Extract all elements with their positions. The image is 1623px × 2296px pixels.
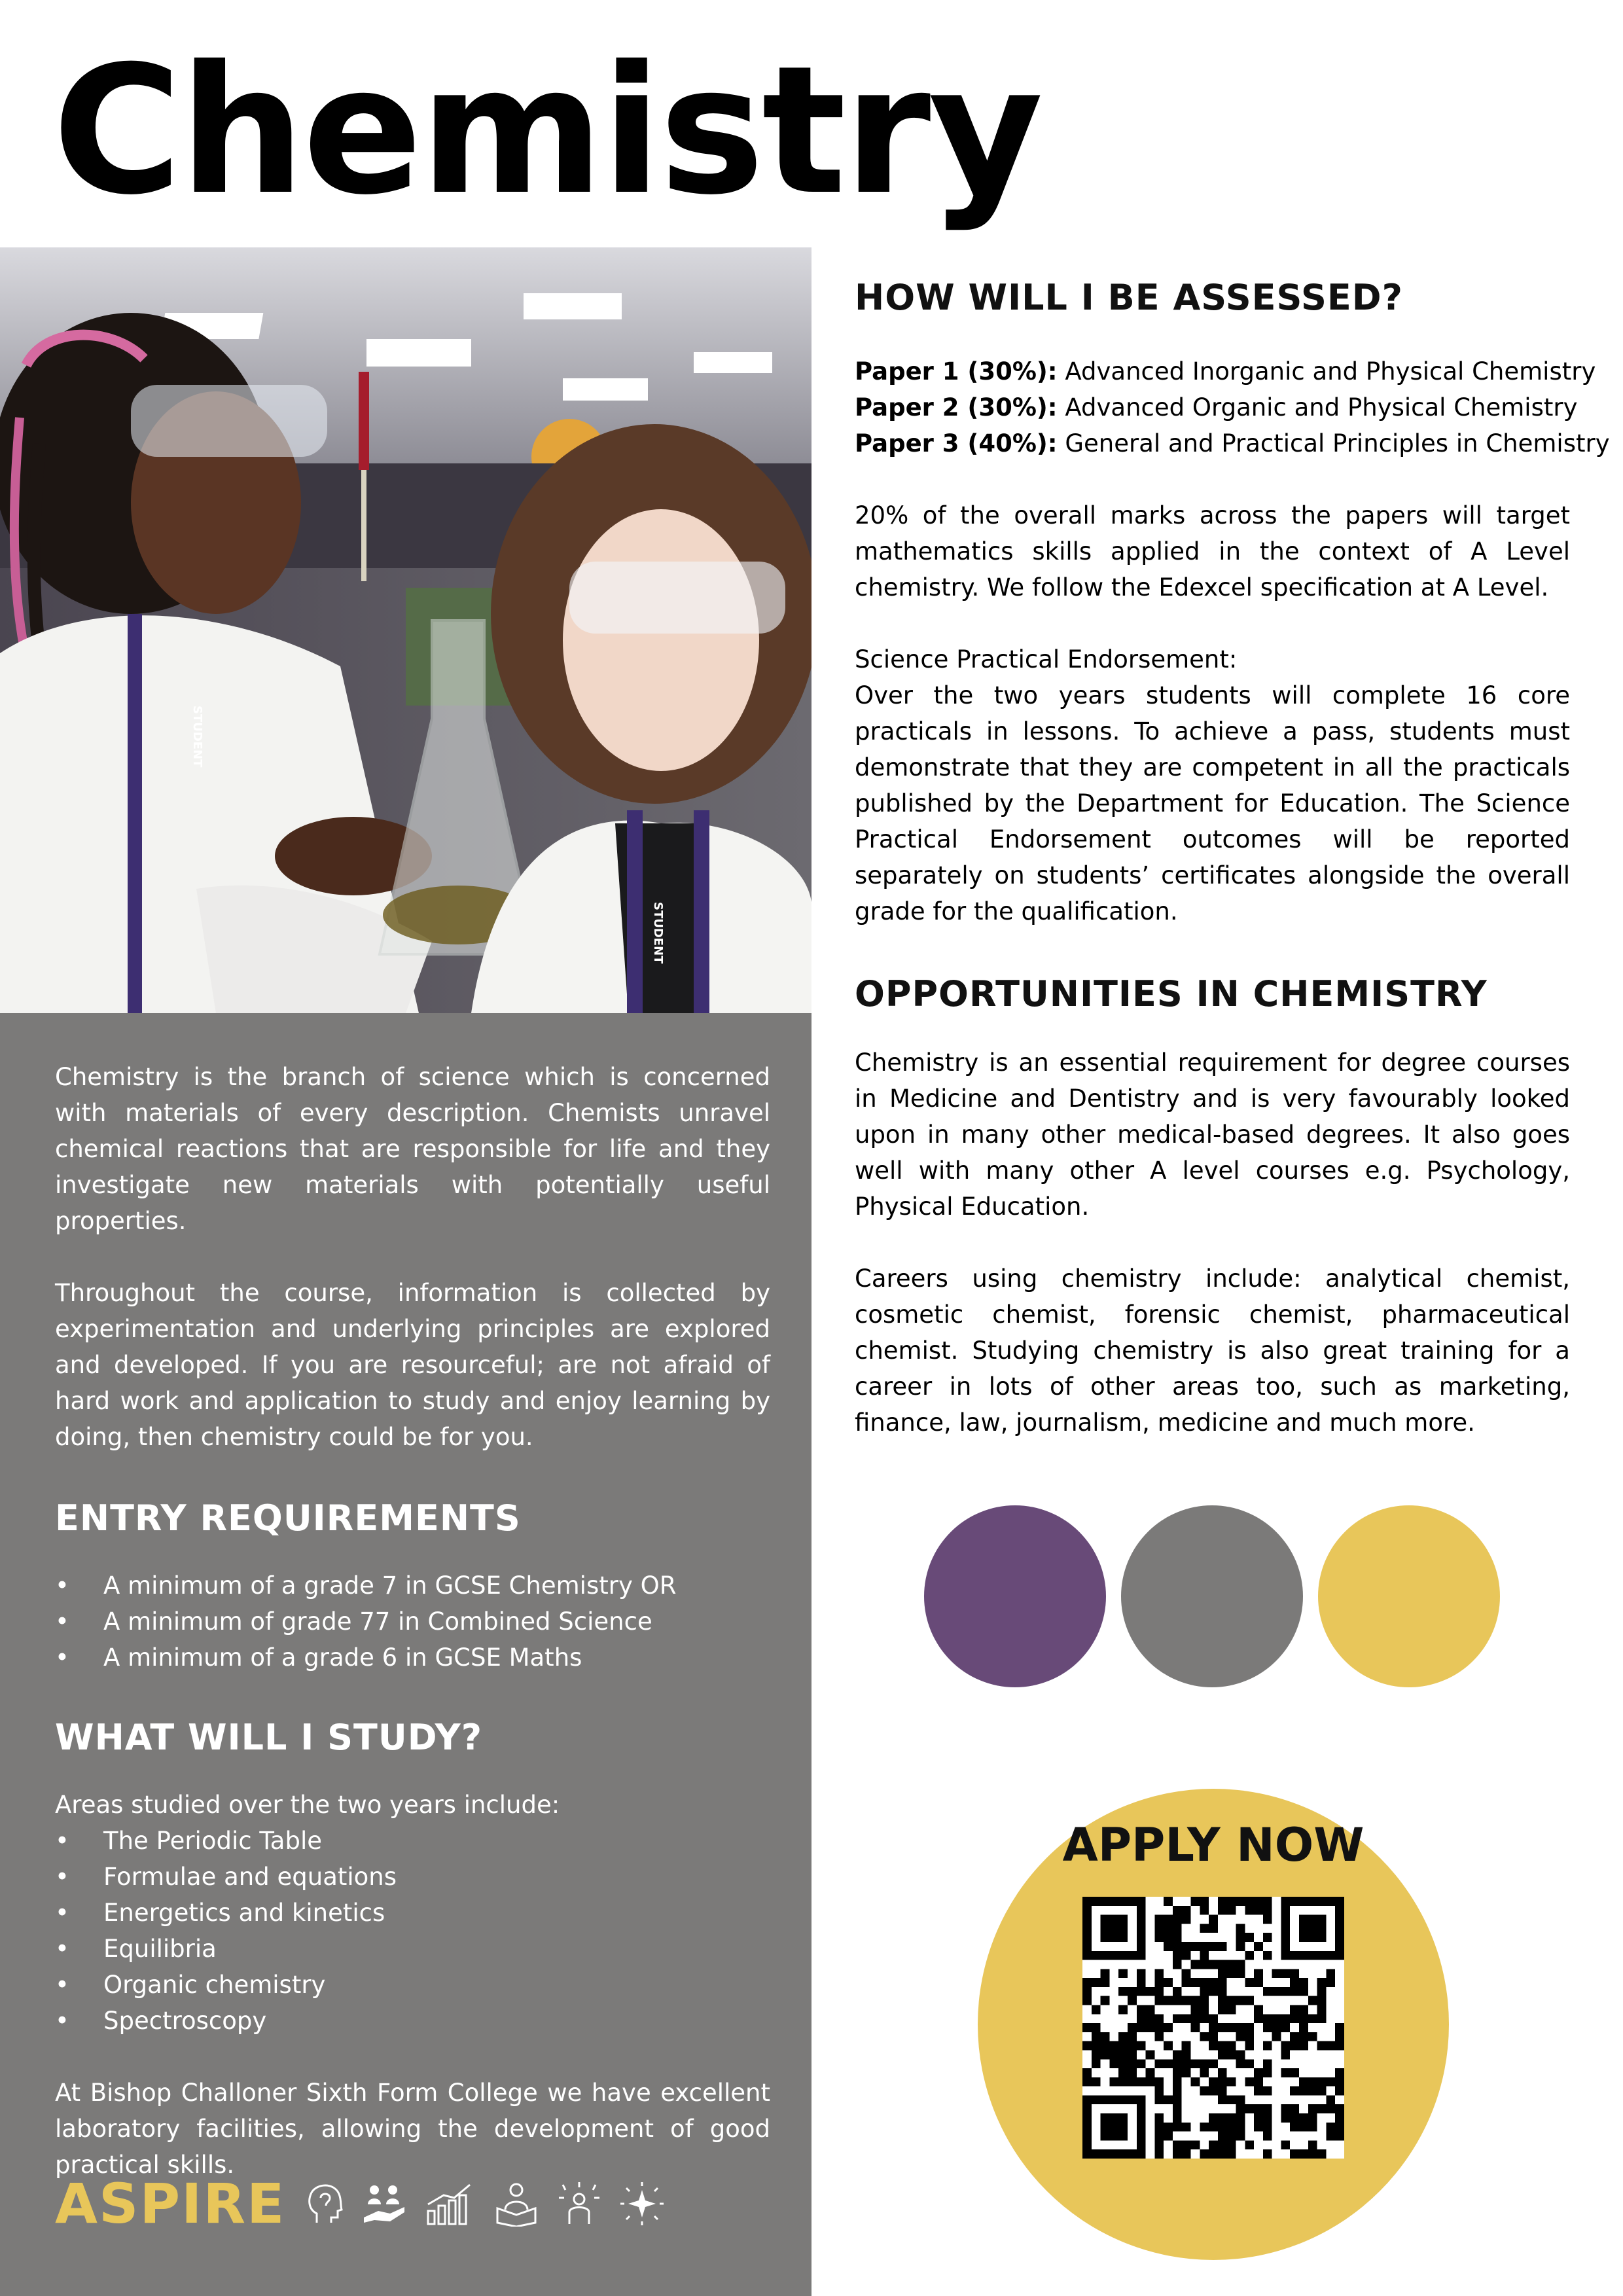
careers-paragraph: Careers using chemistry include: analytical chemist, cosmetic chemist, forensic chemist, pharmaceutical chemist. Studying chemistry is also great training for a career in lots of other areas too, such as marketing, finance, law, journalism, medicine and much more. bbox=[855, 1265, 1570, 1437]
opportunities-heading: OPPORTUNITIES IN CHEMISTRY bbox=[855, 973, 1488, 1014]
list-item: • Organic chemistry bbox=[55, 1967, 770, 2003]
qr-code-icon[interactable] bbox=[1082, 1897, 1344, 2159]
assessment-heading: HOW WILL I BE ASSESSED? bbox=[855, 277, 1403, 318]
bullet-icon: • bbox=[55, 1899, 69, 1927]
lab-photo bbox=[0, 247, 812, 1013]
list-item: • Formulae and equations bbox=[55, 1859, 770, 1895]
reading-person-icon bbox=[493, 2181, 539, 2227]
right-column bbox=[855, 275, 1610, 1441]
growth-chart-icon bbox=[424, 2181, 476, 2227]
list-item: • A minimum of grade 77 in Combined Science bbox=[55, 1604, 770, 1640]
head-icon bbox=[305, 2181, 344, 2227]
star-burst-icon bbox=[619, 2181, 665, 2227]
entry-requirements-list bbox=[55, 1568, 770, 1676]
list-item: • Energetics and kinetics bbox=[55, 1895, 770, 1931]
paper-label: Paper 1 (30%): bbox=[855, 357, 1058, 386]
yellow-circle bbox=[1318, 1505, 1500, 1687]
bullet-icon: • bbox=[55, 1863, 69, 1891]
list-item: • Equilibria bbox=[55, 1931, 770, 1967]
aspire-logo: ASPIRE bbox=[55, 2172, 286, 2236]
bullet-icon: • bbox=[55, 1643, 69, 1672]
opportunities-paragraph-1: Chemistry is an essential requirement for degree courses in Medicine and Dentistry and is very favourably looked upon in many other medical-based degrees. It also goes well with many other A level courses e.g. Psychology, Physical Education. bbox=[855, 1049, 1570, 1221]
list-item: • A minimum of a grade 6 in GCSE Maths bbox=[55, 1640, 770, 1676]
what-will-i-study-heading: WHAT WILL I STUDY? bbox=[55, 1717, 483, 1758]
bullet-icon: • bbox=[55, 1607, 69, 1636]
bullet-icon: • bbox=[55, 1827, 69, 1855]
list-item: • The Periodic Table bbox=[55, 1823, 770, 1859]
grey-circle bbox=[1121, 1505, 1303, 1687]
bullet-icon: • bbox=[55, 1971, 69, 1999]
lanyard-text-right: STUDENT bbox=[651, 902, 665, 964]
apply-now-label: APPLY NOW bbox=[1062, 1818, 1364, 1872]
study-intro: Areas studied over the two years include: bbox=[55, 1791, 560, 1819]
paper-label: Paper 2 (30%): bbox=[855, 393, 1058, 422]
intro-paragraph-1: Chemistry is the branch of science which is concerned with materials of every description. Chemists unravel chemical reactions that are responsible for life and they investigate new materials with potentially useful properties. bbox=[55, 1063, 770, 1235]
intro-paragraph-2: Throughout the course, information is collected by experimentation and underlying principles are explored and developed. If you are resourceful; are not afraid of hard work and application to study and enjoy learning by doing, then chemistry could be for you. bbox=[55, 1279, 770, 1451]
study-topics-list bbox=[55, 1823, 770, 2039]
page-title: Chemistry bbox=[52, 27, 1041, 234]
paper-1-line: Paper 1 (30%): Advanced Inorganic and Physical Chemistry bbox=[855, 357, 1596, 386]
paper-3-line: Paper 3 (40%): General and Practical Principles in Chemistry bbox=[855, 429, 1610, 457]
lanyard-text-left: STUDENT bbox=[190, 706, 204, 768]
apply-now-badge[interactable] bbox=[978, 1789, 1449, 2260]
left-info-panel bbox=[0, 1013, 812, 2296]
paper-2-line: Paper 2 (30%): Advanced Organic and Physical Chemistry bbox=[855, 393, 1578, 422]
endorsement-title: Science Practical Endorsement: bbox=[855, 645, 1238, 673]
celebrating-people-icon bbox=[556, 2181, 602, 2227]
qr-code-graphic bbox=[1082, 1897, 1344, 2159]
endorsement-paragraph: Over the two years students will complete 16 core practicals in lessons. To achieve a pass, students must demonstrate that they are competent in all the practicals published by the Department for Education. The Science Practical Endorsement outcomes will be reported separately on students’ certificates alongside the overall grade for the qualification. bbox=[855, 681, 1570, 925]
facilities-paragraph: At Bishop Challoner Sixth Form College we have excellent laboratory facilities, allowing the development of good practical skills. bbox=[55, 2079, 770, 2179]
entry-requirements-heading: ENTRY REQUIREMENTS bbox=[55, 1498, 521, 1539]
maths-paragraph: 20% of the overall marks across the papers will target mathematics skills applied in the context of A Level chemistry. We follow the Edexcel specification at A Level. bbox=[855, 501, 1570, 601]
list-item: • Spectroscopy bbox=[55, 2003, 770, 2039]
aspire-logo-row bbox=[55, 2172, 682, 2236]
bullet-icon: • bbox=[55, 1935, 69, 1963]
purple-circle bbox=[924, 1505, 1106, 1687]
bullet-icon: • bbox=[55, 2007, 69, 2035]
list-item: • A minimum of a grade 7 in GCSE Chemistry OR bbox=[55, 1568, 770, 1604]
lab-students-image bbox=[0, 247, 812, 1013]
paper-label: Paper 3 (40%): bbox=[855, 429, 1058, 457]
left-panel-content bbox=[55, 1059, 770, 2183]
people-hands-icon bbox=[361, 2181, 407, 2227]
bullet-icon: • bbox=[55, 1571, 69, 1600]
